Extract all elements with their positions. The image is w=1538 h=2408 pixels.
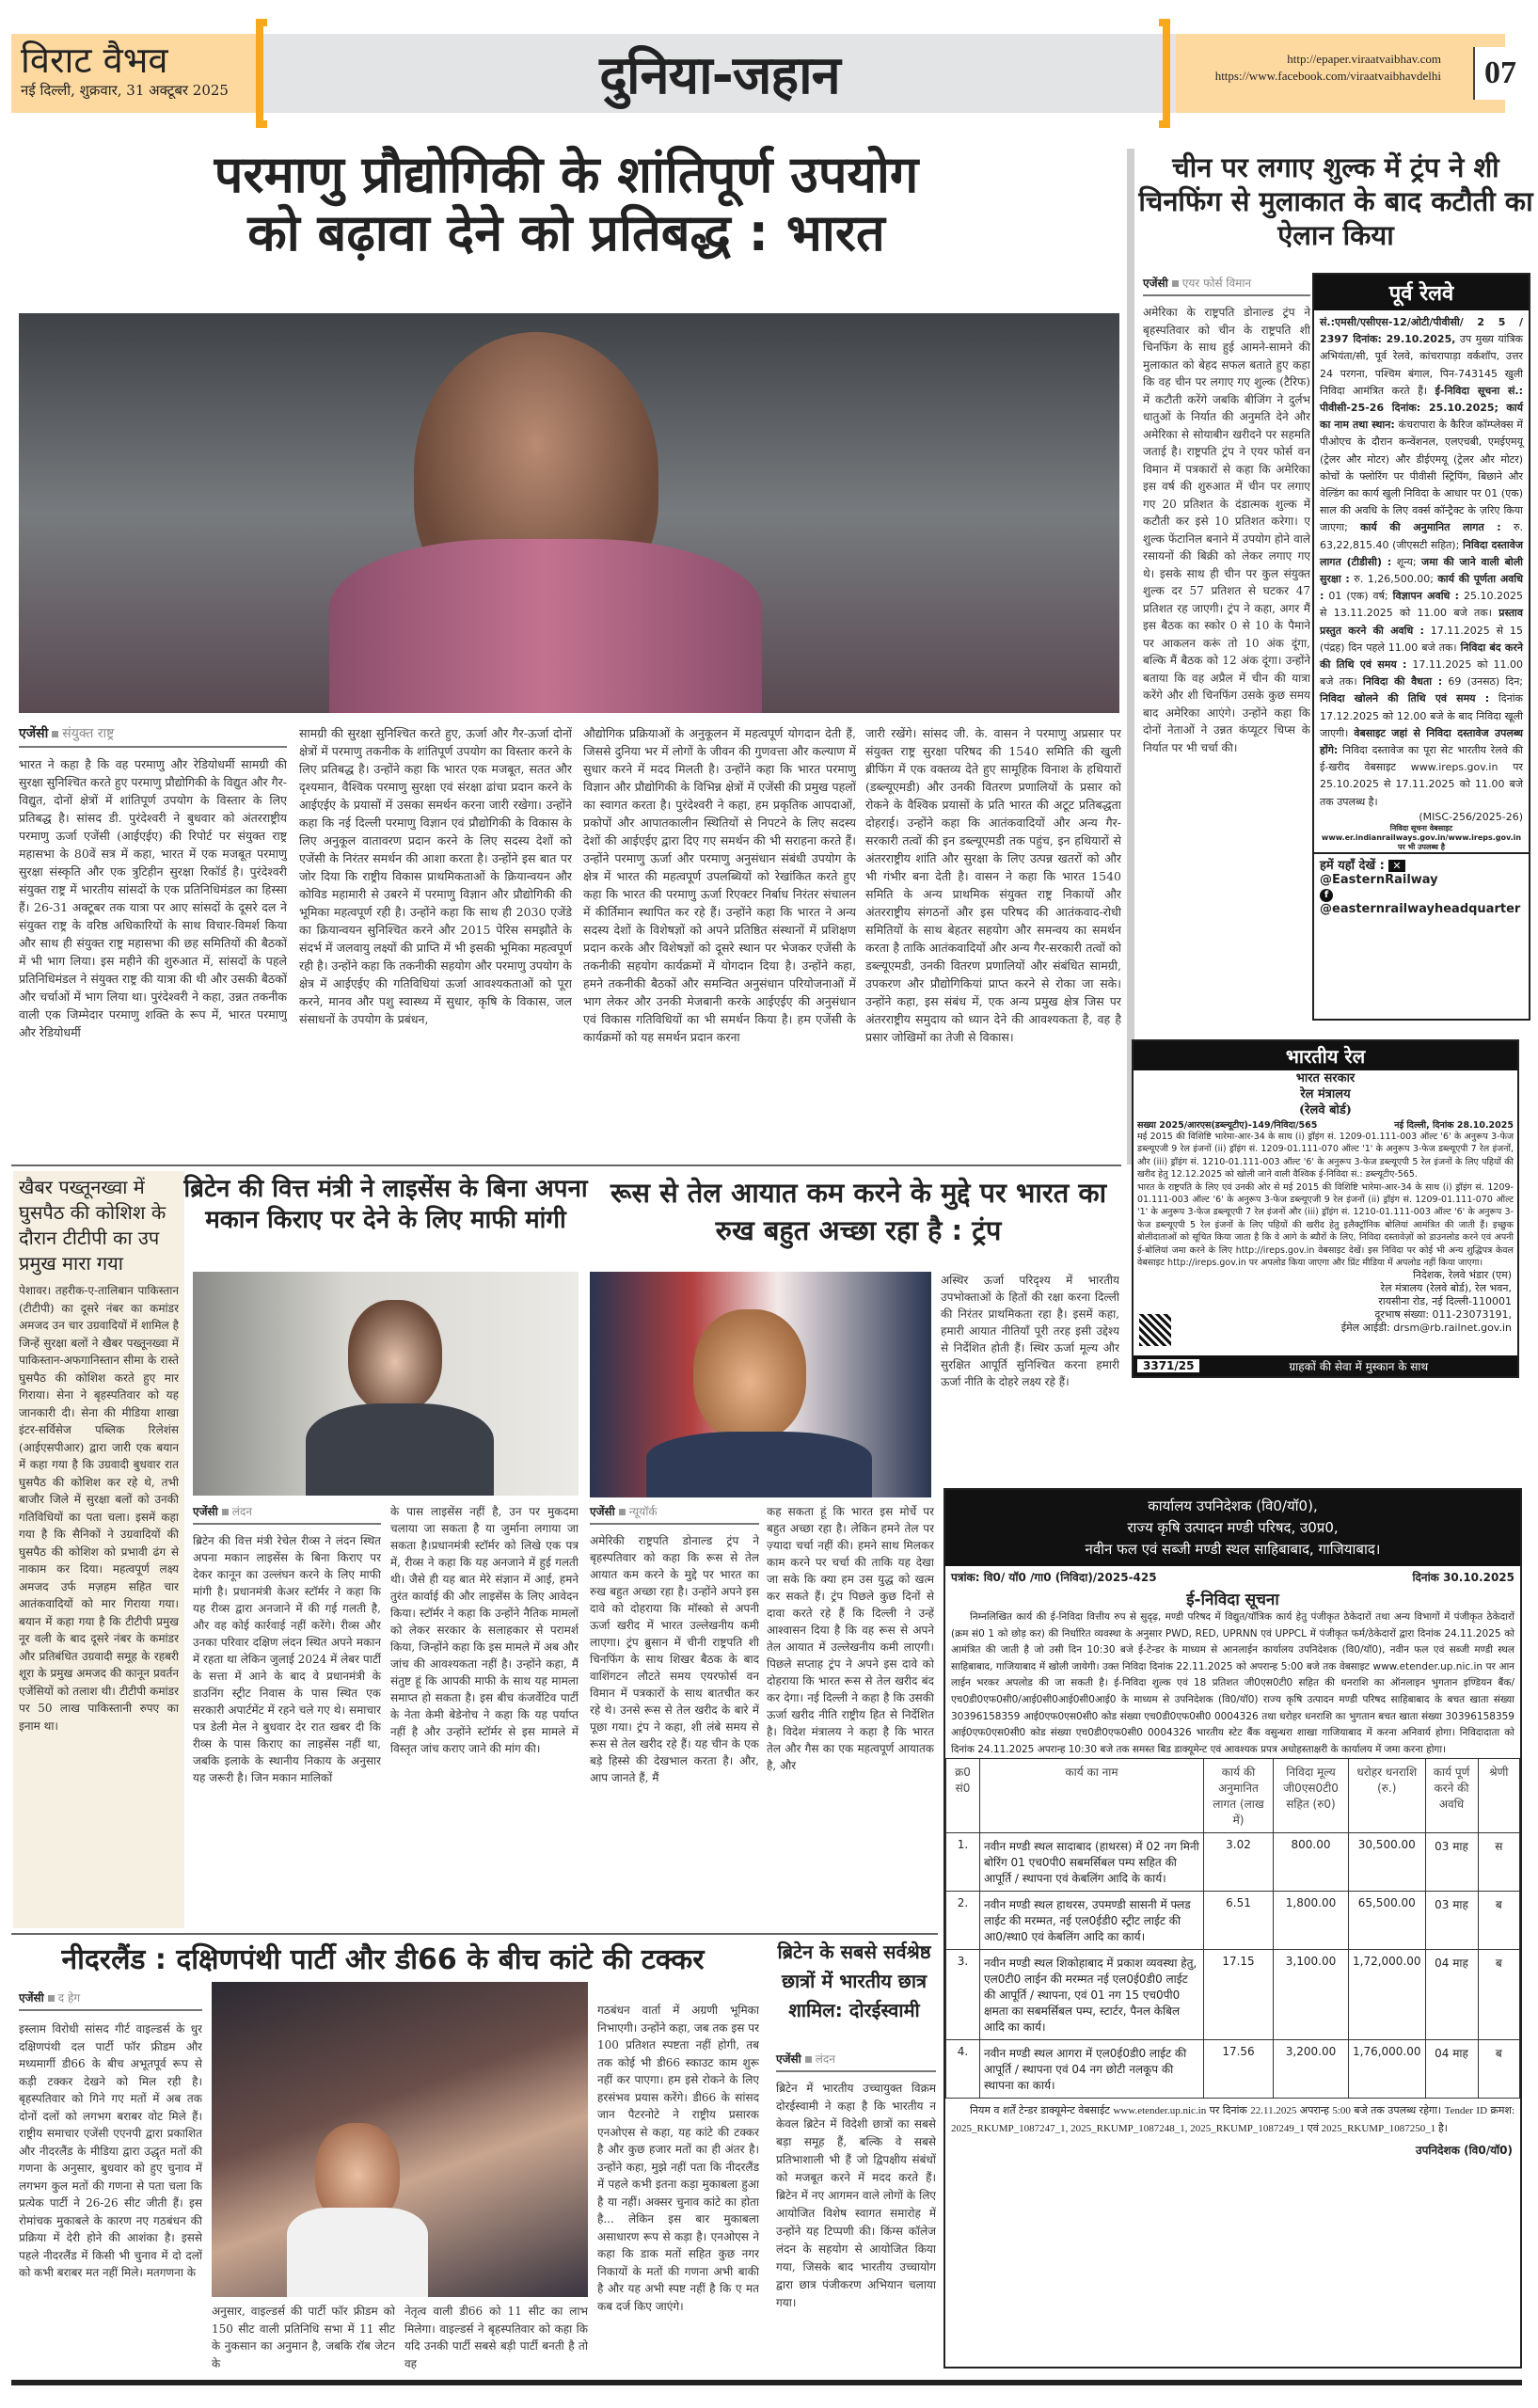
netherlands-col-1: इस्लाम विरोधी सांसद गीर्ट वाइल्डर्स के धुर दक्षिणपंथी दल पार्टी फॉर फ्रीडम और मध्यमार्गी डी66 के बीच अभूतपूर्व रूप से कड़ी टक्कर देखने को मिल रही है। बृहस्पतिवार को गिने गए मतों में अब तक दोनों दलों को लगभग बराबर वोट मिले हैं।राष्ट्रीय समाचार एजेंसी एएनपी द्वारा प्रकाशित और नीदरलैंड के मीडिया द्वारा उद्धृत मतों की गणना के अनुसार, बुधवार को हुए चुनाव में लगभग कुल मतों की गणना से पता चला कि प्रत्येक पार्टी ने 26-26 सीट जीती हैं। इस रोमांचक मुकाबले के कारण नए गठबंधन की प्रक्रिया में देरी होने की आशंका है। इससे पहले नीदरलैंड में किसी भी चुनाव में दो दलों को कभी बराबर मत नहीं मिले। मतगणना के — [19, 2022, 202, 2279]
netherlands-byline: एजेंसी द हेग — [19, 1989, 202, 2011]
page-bottom-rule — [11, 2380, 1522, 2385]
tagline: ग्राहकों की सेवा में मुस्कान के साथ — [1289, 1359, 1429, 1373]
crowd-attire — [287, 2208, 428, 2297]
facebook-link[interactable]: https://www.facebook.com/viraatvaibhavdelhi — [1214, 69, 1441, 83]
netherlands-col-2: अनुसार, वाइल्डर्स की पार्टी फॉर फ्रीडम को 150 सीट वाली प्रतिनिधि सभा में 11 सीट के नुकसान का अनुमान है, जबकि रॉब जेटन के — [212, 2305, 395, 2370]
china-tariff-headline: चीन पर लगाए शुल्क में ट्रंप ने शी चिनफिंग से मुलाकात के बाद कटौती का ऐलान किया — [1138, 151, 1533, 251]
trump-figure — [693, 1309, 806, 1441]
khyber-headline: खैबर पख्तूनख्वा में घुसपैठ की कोशिश के दौरान टीटीपी का उप प्रमुख मारा गया — [19, 1176, 166, 1275]
eastern-railway-text: सं.:एमसी/एसीएस-12/ओटी/पीवीसी/ 2 5 / 2397 दिनांक: 29.10.2025, उप मुख्य यांत्रिक अभियंता/सी, पूर्व रेलवे, कांचरापाड़ा वर्कशॉप, उत्तर 24 परगना, पश्चिम बंगाल, पिन-743145 खुली निविदा आमंत्रित करते हैं। ई-निविदा सूचना सं.: पीवीसी-25-26 दिनांक: 25.10.2025; कार्य का नाम तथा स्थान: कंचरापारा के कैरिज कॉम्प्लेक्स में पीओएच के दौरान कन्वेंशनल, एलएचबी, एमईएमयू (ट्रेलर और मोटर) और डीईएमयू (ट्रेलर और मोटर) कोचों के फ्लोरिंग पर पीवीसी स्ट्रिपिंग, बिछाने और वेल्डिंग का कार्य खुली निविदा के आधार पर 01 (एक) साल की अवधि के लिए वर्क्स कॉन्ट्रैक्ट के ज़रिए किया जाएगा; कार्य की अनुमानित लागत : रु. 63,22,815.40 (जीएसटी सहित); निविदा दस्तावेज लागत (टीडीसी) : शून्य; जमा की जाने वाली बोली सुरक्षा : रु. 1,26,500.00; कार्य की पूर्णता अवधि : 01 (एक) वर्ष; विज्ञापन अवधि : 25.10.2025 से 13.11.2025 को 11.00 बजे तक। प्रस्ताव प्रस्तुत करने की अवधि : 17.11.2025 से 15 (पंद्रह) दिन पहले 11.00 बजे तक। निविदा बंद करने की तिथि एवं समय : 17.11.2025 को 11.00 बजे तक। निविदा की वैधता : 69 (उनसठ) दिन; निविदा खोलने की तिथि एवं समय : दिनांक 17.12.2025 को 12.00 बजे के बाद निविदा खूली जाएगी। वेबसाइट जहां से निविदा दस्तावेज उपलब्ध होंगे: निविदा दस्तावेज का पूरा सेट भारतीय रेलवे की ई-खरीद वेबसाइट www.ireps.gov.in पर 25.10.2025 से 17.11.2025 को 11.00 बजे तक उपलब्ध है। — [1320, 316, 1524, 808]
mandi-signatory: उपनिदेशक (वि0/यॉ0) — [1416, 2144, 1513, 2158]
lead-headline — [11, 146, 1121, 262]
china-tariff-byline: एजेंसी एयर फोर्स विमान — [1143, 275, 1310, 296]
qr-code-icon — [1139, 1314, 1171, 1346]
uk-students-byline: एजेंसी लंदन — [776, 2051, 936, 2072]
mandi-body: निम्नलिखित कार्य की ई-निविदा वित्तीय रुप से सुदृढ़, मण्डी परिषद में विद्युत/यॉत्रिक कार्य हेतु पंजीकृत ठेकेदारों तथा अन्य विभागों में पंजीकृत ठेकेदारों (क्रम सं0 1 को छोड़ कर) की निर्धारित व्यवस्था के अनुसार PWD, RED, UPRNN एवं UPPCL में पंजीकृत फर्म/ठेकेदारों द्वारा दिनांक 24.11.2025 को आमंत्रित की जाती है जो उसी दिन 10:30 बजे ई-टेन्डर के माध्यम से आनलाईन कार्यालय उपनिदेशक (वि0/यॉ0), नवीन फल एवं सब्जी मण्डी स्थल साहिबाबाद, गाजियाबाद में खोली जायेगी। उक्त निविदा दिनांक 22.11.2025 को अपरान्ह 5:00 बजे तक वेबसाइट www.etender.up.nic.in पर आन लाईन भरकर अपलोड की जा सकती है। ई-निविदा शुल्क एवं 18 प्रतिशत जी0एस0टी0 सहित की धनराशि का ऑनलाइन भुगतान इण्डियन बैंक/एच0डी0एफ0सी0/आई0सी0आई0सी0आई0 के माध्यम से उपनिदेशक (वि0/यॉ0) राज्य कृषि उत्पादन मण्डी परिषद साहिबाबाद के बचत खाता संख्या 30396158359 आई0एफ0एस0सी0 कोड संख्या एच0डी0एफ0सी0 0004326 तथा धरोहर धनराशि का भुगतान बचत खाता संख्या 30396158359 आई0एफ0एस0सी0 कोड संख्या एच0डी0एफ0सी0 0004326 भारतीय स्टेट बैंक वसुन्धरा शाखा गाजियाबाद में करना अनिवार्य होगा। निविदादाता को दिनांक 24.11.2025 अपरान्ह 10:30 बजे तक समस्त बिड डाक्यूमेन्ट एवं आवश्यक प्रपत्र अधोहस्ताक्षरी के कार्यालय में जमा करना होगा। — [951, 1611, 1514, 1755]
lead-photo — [19, 313, 1119, 713]
russia-oil-headline: रूस से तेल आयात कम करने के मुद्दे पर भारत का रुख बहुत अच्छा रहा है : ट्रंप — [610, 1177, 1107, 1246]
section-title: दुनिया-जहान — [599, 45, 840, 106]
mandi-tender-table: क्र0 सं0 कार्य का नाम कार्य की अनुमानित लागत (लाख में) निविदा मूल्य जी0एस0टी0 सहित (रु0) धरोहर धनराशि (रु.) कार्य पूर्ण करने की अवधि श्रेणी 1. नवीन मण्डी स्थल सादाबाद (हाथरस) में 02 नग मिनी बोरिंग 01 एच0पी0 सबमर्सिबल पम्प सहित की आपूर्ति / स्थापना एवं केबलिंग आदि के कार्य। 3.02 800.00 30,500.00 03 माह स 2. नवीन मण्डी स्थल हाथरस, उपमण्डी सासनी में फ्लड लाईट की मरम्मत, नई एल0ईडी0 स्ट्रीट लाईट की आ0/स्था0 एवं केबलिंग आदि का कार्य। 6.51 1,800.00 65,500.00 03 माह ब 3. नवीन मण्डी स्थल शिकोहाबाद में प्रकाश व्यवस्था हेतु, एल0टी0 लाईन की मरम्मत नई एल0ई0डी0 लाईट की आपूर्ति / स्थापना, एवं 01 नग 15 एच0पी0 क्षमता का सबमर्सिबल पम्प, स्टार्टर, पैनल केबिल आदि का कार्य। 17.15 3,100.00 1,72,000.00 04 माह ब 4. नवीन मण्डी स्थल आगरा में एल0ई0डी0 लाईट की आपूर्ति / स्थापना एवं 04 नग छोटी नलकूप की स्थापना का कार्य। 17.56 3,200.00 1,76,000.00 04 माह ब — [945, 1758, 1520, 2099]
mandi-ref-row: पत्रांक: वि0/ यॉ0 /गा0 (निविदा)/2025-425 दिनांक 30.10.2025 — [951, 1571, 1514, 1584]
khyber-story — [13, 1171, 184, 1928]
railway-board-footer — [1134, 1355, 1517, 1376]
railway-board-signatory: निदेशक, रेलवे भंडार (एम) रेल मंत्रालय (रेलवे बोर्ड), रेल भवन, रायसीना रोड, नई दिल्ली-110001 दूरभाष संख्या: 011-23073191, ईमेल आईडी: drsm@rb.railnet.gov.in — [1340, 1269, 1512, 1335]
netherlands-headline: नीदरलैंड : दक्षिणपंथी पार्टी और डी66 के बीच कांटे की टक्कर — [61, 1943, 705, 1976]
paper-name: विराट वैभव — [21, 40, 168, 81]
lead-headline-line2: को बढ़ावा देने को प्रतिबद्ध : भारत — [247, 203, 885, 262]
row-divider-2 — [11, 1933, 938, 1935]
lead-col-4: जारी रखेंगे। सांसद जी. के. वासन ने परमाणु अप्रसार पर संयुक्त राष्ट्र सुरक्षा परिषद की 1540 समिति की खुली ब्रीफिंग में एक वक्तव्य देते हुए सामूहिक विनाश के हथियारों (डब्ल्यूएमडी) और उनकी वितरण प्रणालियों के प्रसार को रोकने के वैश्विक प्रयासों के प्रति भारत की अटूट प्रतिबद्धता दोहराई। उन्होंने कहा कि आतंकवादियों और अन्य गैर-सरकारी तत्वों की इन डब्ल्यूएमडी तक पहुंच, इन हथियारों से अंतरराष्ट्रीय शांति और सुरक्षा के लिए उत्पन्न खतरों को और भी गंभीर बना देती है। वासन ने कहा कि भारत 1540 समिति के अन्य प्राथमिक संयुक्त राष्ट्र निकायों और अंतरराष्ट्रीय संगठनों और इस परिषद की आतंकवाद-रोधी समितियों के साथ बेहतर सहयोग और समन्वय का समर्थन करता है ताकि आतंकवादियों और अन्य गैर-सरकारी तत्वों को डब्ल्यूएमडी, उनकी वितरण प्रणालियों और संबंधित सामग्री, उपकरण और प्रौद्योगिकियां प्राप्त करने से रोका जा सके। उन्होंने कहा, इस संबंध में, एक अन्य प्रमुख क्षेत्र जिस पर अंतरराष्ट्रीय समुदाय को ध्यान देने की आवश्यकता है, वह है प्रसार जोखिमों का तेजी से विकास। — [865, 726, 1121, 1044]
section-banner — [263, 34, 1176, 113]
mandi-footer: नियम व शर्तें टेन्डर डाक्यूमेन्ट वेबसाईट www.etender.up.nic.in पर दिनांक 22.11.2025 अपरान्ह 5:00 बजे तक उपलब्ध रहेगा। Tender ID क्रमश: 2025_RKUMP_1087247_1, 2025_RKUMP_1087248_1, 2025_RKUMP_1087249_1 एवं 2025_RKUMP_1087250_1 है। — [951, 2105, 1514, 2135]
table-row: 1. नवीन मण्डी स्थल सादाबाद (हाथरस) में 02 नग मिनी बोरिंग 01 एच0पी0 सबमर्सिबल पम्प सहित की आपूर्ति / स्थापना एवं केबलिंग आदि के कार्य। 3.02 800.00 30,500.00 03 माह स — [946, 1833, 1520, 1892]
railway-board-ref-row: सख्या 2025/आरएस(डब्ल्यूटीए)-149/निविदा/565 नई दिल्ली, दिनांक 28.10.2025 — [1137, 1120, 1514, 1131]
uk-finance-photo — [193, 1272, 579, 1496]
uk-finance-col-1: ब्रिटेन की वित्त मंत्री रेचेल रीव्स ने लंदन स्थित अपना मकान लाइसेंस के बिना किराए पर देकर कानून का उल्लंघन करने के लिए माफी मांगी है। प्रधानमंत्री केअर स्टॉर्मर ने कहा कि यह रीव्स द्वारा अनजाने में की गई गलती है, और वह कोई कार्रवाई नहीं करेंगे। रीव्स और उनका परिवार दक्षिण लंदन स्थित अपने मकान में रहता था लेकिन जुलाई 2024 में लेबर पार्टी के सत्ता में आने के बाद वे प्रधानमंत्री के डाउनिंग स्ट्रीट निवास के पास स्थित एक सरकारी अपार्टमेंट में रहने चले गए थे। समाचार पत्र डेली मेल ने बुधवार देर रात खबर दी कि रीव्स के पास किराए का लाइसेंस नहीं था, जबकि इलाके के स्थानीय निकाय के अनुसार यह जरूरी है। जिन मकान मालिकों — [193, 1534, 381, 1784]
trump-attire — [646, 1432, 872, 1497]
netherlands-col-4: गठबंधन वार्ता में अग्रणी भूमिका निभाएगी। उन्होंने कहा, जब तक इस पर 100 प्रतिशत स्पष्टता नहीं होगी, तब तक कोई भी डी66 स्काउट काम शुरू नहीं कर पाएगा। हम इसे रोकने के लिए हरसंभव प्रयास करेंगे। डी66 के सांसद जान पैटरनोटे ने राष्ट्रीय प्रसारक एनओएस से कहा, यह कांटे की टक्कर है और कुछ हजार मतों का ही अंतर है। उन्होंने कहा, मुझे नहीं पता कि नीदरलैंड में पहले कभी इतना कड़ा मुकाबला हुआ है या नहीं। अक्सर चुनाव कांटे का होता है... लेकिन इस बार मुकाबला असाधारण रूप से कड़ा है। एनओएस ने कहा कि डाक मतों सहित कुछ नगर निकायों के मतों की गणना अभी बाकी है और यह अभी स्पष्ट नहीं है कि ए मत कब दर्ज किए जाएंगे। — [597, 2004, 759, 2313]
masthead-links — [1176, 34, 1505, 113]
railway-board-para1: मई 2015 की विशिष्टि भारेमा-आर-34 के साथ (i) ड्रॉइंग सं. 1209-01.111-003 ऑल्ट '6' के अनुरूप 3-फेज डब्ल्यूएजी 9 रेल इंजनों (ii) ड्रॉइंग सं. 1209-01.111-070 ऑल्ट '1' के अनुरूप 3-फेज डब्ल्यूएपी 7 रेल इंजनों, और (iii) ड्रॉइंग सं. 1210-01.111-003 ऑल्ट '6' के अनुरूप 3-फेज डब्ल्यूएपी 5 रेल इंजनों के लिए पहियों की खरीद हेतु 12.12.2025 को खोली जाने वाली वैश्विक ई-निविदा सं.: डब्ल्यूटीए-565. — [1137, 1132, 1514, 1180]
row-divider — [11, 1164, 1121, 1166]
social-handles: हमें यहाँ देखें : ✕ @EasternRailway f @easternrailwayheadquarter — [1320, 858, 1521, 916]
lead-col-3: औद्योगिक प्रक्रियाओं के अनुकूलन में महत्वपूर्ण योगदान देती हैं, जिससे दुनिया भर में लोगों के जीवन की गुणवत्ता और कल्याण में सुधार करने में मदद मिलती है। उन्होंने कहा कि भारत परमाणु विज्ञान और प्रौद्योगिकी के विभिन्न क्षेत्रों में एजेंसी की प्रमुख पहलों का स्वागत करता है। पुरंदेश्वरी ने कहा, हम प्रकृतिक आपदाओं, प्रकोपों और आपातकालीन स्थितियों से निपटने के लिए सदस्य देशों की आईएईए द्वारा दिए गए समर्थन की भी सराहना करते हैं। उन्होंने परमाणु ऊर्जा और परमाणु अनुसंधान संबंधी उपयोग के क्षेत्र में भारत की महत्वपूर्ण उपलब्धियों को रेखांकित करते हुए कहा कि भारत की परमाणु ऊर्जा रिएक्टर निर्बाध निरंतर संचालन में कीर्तिमान स्थापित कर रहे हैं। उन्होंने कहा कि भारत ने अन्य सदस्य देशों के विशेषज्ञों को अपने प्रतिष्ठित संस्थानों में प्रशिक्षण प्रदान करके और विशेषज्ञों को दूसरे स्थान पर भेजकर एजेंसी के तकनीकी सहयोग कार्यक्रमों में योगदान दिया है। उन्होंने कहा, हमने तकनीकी बैठकों और समन्वित अनुसंधान परियोजनाओं में भाग लेकर और उनकी मेजबानी करके आईएईए की अनुसंधान एवं विकास गतिविधियों का भी समर्थन किया है। हम एजेंसी के कार्यक्रमों को यह समर्थन प्रदान करना — [583, 726, 856, 1044]
lead-headline-line1: परमाणु प्रौद्योगिकी के शांतिपूर्ण उपयोग — [214, 145, 919, 204]
uk-finance-headline: ब्रिटेन की वित्त मंत्री ने लाइसेंस के बिना अपना मकान किराए पर देने के लिए माफी मांगी — [183, 1175, 588, 1234]
uk-finance-byline: एजेंसी लंदन — [193, 1503, 381, 1525]
khyber-body: पेशावर। तहरीक-ए-तालिबान पाकिस्तान (टीटीपी) का दूसरे नंबर का कमांडर अमजद उन चार उग्रवादियों में शामिल है जिन्हें सुरक्षा बलों ने खैबर पख्तूनख्वा में पाकिस्तान-अफगानिस्तान सीमा के रास्ते घुसपैठ की कोशिश करते हुए मार गिराया। सेना ने बृहस्पतिवार को यह जानकारी दी। सेना की मीडिया शाखा इंटर-सर्विसेज पब्लिक रिलेशंस (आईएसपीआर) द्वारा जारी एक बयान में कहा गया है कि उग्रवादी बुधवार रात घुसपैठ की कोशिश कर रहे थे, तभी बाजौर जिले में सुरक्षा बलों को उनकी गतिविधियों का पता चला। इसमें कहा गया है कि सैनिकों ने उग्रवादियों की घुसपैठ की कोशिश को प्रभावी ढंग से नाकाम कर दिया। महत्वपूर्ण लक्ष्य अमजद उर्फ मज़हम सहित चार आतंकवादियों को मार गिराया गया। बयान में कहा गया है कि टीटीपी प्रमुख नूर वली के बाद दूसरे नंबर के कमांडर और प्रतिबंधित उग्रवादी समूह के रहबरी शूरा के प्रमुख अमजद की कानून प्रवर्तन एजेंसियों को तलाश थी। टीटीपी कमांडर पर 50 लाख पाकिस्तानी रुपए का इनाम था। — [19, 1284, 179, 1733]
railway-board-para2: भारत के राष्ट्रपति के लिए एवं उनकी ओर से मई 2015 की विशिष्टि भारेमा-आर-34 के साथ (i) ड्रॉइंग सं. 1209-01.111-003 ऑल्ट '6' के अनुरूप 3-फेज डब्ल्यूएजी 9 रेल इंजनों (ii) ड्रॉइंग सं. 1209-01.111-070 ऑल्ट '1' के अनुरूप 3-फेज डब्ल्यूएपी 7 रेल इंजनों और (iii) ड्रॉइंग सं. 1210-01.111-003 ऑल्ट '6' के अनुरूप 3-फेज डब्ल्यूएपी 5 रेल इंजनों के लिए पहियों की खरीद हेतु इलैक्ट्रॉनिक बोलियां आमंत्रित की जाती हैं। इच्छुक बोलीदाताओं को सूचित किया जाता है कि वे आगे के ब्यौरों के लिए, निविदा दस्तावेज़ों को डाउनलोड करने एवं अपनी ई-बोलियां जमा करने के लिए http://ireps.gov.in वेबसाइट देखें। इस निविदा पर कोई भी अन्य शुद्धिपत्र केवल वेबसाइट http://ireps.gov.in पर अपलोड किया जाएगा और प्रिंट मीडिया में अपलोड नहीं किया जाएगा। — [1137, 1181, 1514, 1269]
mandi-tender-ad — [943, 1488, 1522, 2368]
russia-oil-col-1: अमेरिकी राष्ट्रपति डोनाल्ड ट्रंप ने बृहस्पतिवार को कहा कि रूस से तेल आयात कम करने के मुद्दे पर भारत का रुख बहुत अच्छा रहा है। उन्होंने अपने इस दावे को दोहराया कि मॉस्को से अपनी ऊर्जा खरीद में भारत उल्लेखनीय कमी लाएगा। ट्रंप ब्रुसान में चीनी राष्ट्रपति शी चिनफिंग के साथ शिखर बैठक के बाद वाशिंगटन लौटते समय एयरफोर्स वन विमान में पत्रकारों के साथ बातचीत कर रहे थे। उनसे रूस से तेल खरीद के बारे में पूछा गया। ट्रंप ने कहा, शी लंबे समय से रूस से तेल खरीद रहे हैं। यह चीन के एक बड़े हिस्से की देखभाल करता है। और, आप जानते हैं, मैं — [590, 1534, 759, 1784]
facebook-icon: f — [1320, 889, 1333, 902]
x-icon: ✕ — [1388, 860, 1404, 872]
table-row: 2. नवीन मण्डी स्थल हाथरस, उपमण्डी सासनी में फ्लड लाईट की मरम्मत, नई एल0ईडी0 स्ट्रीट लाईट की आ0/स्था0 एवं केबलिंग आदि का कार्य। 6.51 1,800.00 65,500.00 03 माह ब — [946, 1892, 1520, 1950]
speaker-attire — [329, 539, 762, 713]
minister-figure — [348, 1300, 442, 1413]
russia-oil-byline: एजेंसी न्यूयॉर्क — [590, 1503, 759, 1525]
netherlands-col-3: नेतृत्व वाली डी66 को 11 सीट का लाभ मिलेगा। वाइल्डर्स ने बृहस्पतिवार को कहा कि यदि उनकी पार्टी सबसे बड़ी पार्टी बनती है तो वह — [404, 2305, 588, 2370]
mandi-title: ई-निविदा सूचना — [1186, 1591, 1279, 1609]
table-row: 4. नवीन मण्डी स्थल आगरा में एल0ई0डी0 लाईट की आपूर्ति / स्थापना एवं 04 नग छोटी नलकूप की स्थापना का कार्य। 17.56 3,200.00 1,76,000.00 04 माह ब — [946, 2040, 1520, 2099]
eastern-railway-footnote: निविदा सूचना वेबसाइट www.er.indianrailways.gov.in/www.ireps.gov.in पर भी उपलब्ध है — [1314, 823, 1529, 854]
uk-students-headline: ब्रिटेन के सबसे सर्वश्रेष्ठ छात्रों में भारतीय छात्र शामिल: दोरईस्वामी — [777, 1941, 931, 2021]
misc-code: (MISC-256/2025-26) — [1419, 810, 1523, 823]
railway-board-ad — [1132, 1039, 1519, 1378]
lead-col-1: भारत ने कहा है कि वह परमाणु और रेडियोधर्मी सामग्री की सुरक्षा सुनिश्चित करते हुए परमाणु प्रौद्योगिकी के विद्युत और गैर-विद्युत, दोनों क्षेत्रों में शांतिपूर्ण उपयोग के विस्तार के लिए प्रतिबद्ध है। सांसद डी. पुरंदेश्वरी ने बुधवार को अंतरराष्ट्रीय परमाणु ऊर्जा एजेंसी (आईएईए) की रिपोर्ट पर संयुक्त राष्ट्र महासभा के 80वें सत्र में कहा, भारत में एक मजबूत परमाणु सुरक्षा संस्कृति और एक त्रुटिहीन सुरक्षा रिकॉर्ड है। पुरंदेश्वरी संयुक्त राष्ट्र में भारतीय सांसदों के एक प्रतिनिधिमंडल का हिस्सा हैं। 26-31 अक्टूबर तक यात्रा पर आए सांसदों के दूसरे दल ने संयुक्त राष्ट्र के वरिष्ठ अधिकारियों के साथ विचार-विमर्श किया और साथ ही संयुक्त राष्ट्र महासभा की छह समितियों की बैठकों में भी भाग लिया। इस महीने की शुरुआत में, सांसदों के पहले प्रतिनिधिमंडल ने संयुक्त राष्ट्र की यात्रा की थी और उसकी बैठकों और चर्चाओं में भाग लिया था। पुरंदेश्वरी ने कहा, उन्नत तकनीक वाली एक जिम्मेदार परमाणु शक्ति के रूप में, भारत परमाणु और रेडियोधर्मी — [19, 757, 287, 1039]
uk-finance-col-2: के पास लाइसेंस नहीं है, उन पर मुकदमा चलाया जा सकता है या जुर्माना लगाया जा सकता है।प्रधानमंत्री स्टॉर्मर को लिखे एक पत्र में, रीव्स ने कहा कि यह अनजाने में हुई गलती थी। जैसे ही यह बात मेरे संज्ञान में आई, हमने तुरंत कार्वाई की और लाइसेंस के लिए आवेदन किया। स्टॉर्मर ने कहा कि उन्होंने नैतिक मामलों को लेकर सरकार के सलाहकार से परामर्श किया, जिन्होंने कहा कि इस मामले में अब और जांच की आवश्यकता नहीं है। उन्होंने कहा, मैं संतुष्ट हूं कि आपकी माफी के साथ यह मामला समाप्त हो सकता है। इस बीच कंजर्वेटिव पार्टी के नेता केमी बेडेनोच ने कहा कि यह पर्याप्त नहीं है और उन्होंने स्टॉर्मर से इस मामले में विस्तृत जांच कराए जाने की मांग की। — [390, 1505, 579, 1755]
dateline: नई दिल्ली, शुक्रवार, 31 अक्टूबर 2025 — [21, 82, 229, 99]
bracket-right-decoration — [1159, 19, 1170, 128]
railway-board-subheader: भारत सरकार रेल मंत्रालय (रेलवे बोर्ड) — [1295, 1071, 1356, 1117]
netherlands-photo — [212, 1982, 588, 2297]
fb-handle[interactable]: @easternrailwayheadquarter — [1320, 901, 1521, 916]
uk-students-body: ब्रिटेन में भारतीय उच्चायुक्त विक्रम दोरईस्वामी ने कहा है कि भारतीय न केवल ब्रिटेन में विदेशी छात्रों का सबसे बड़ा समूह हैं, बल्कि वे सबसे प्रतिभाशाली भी हैं जो द्विपक्षीय संबंधों को मजबूत करने में मदद करते हैं। ब्रिटेन में नए आगमन वाले लोगों के लिए आयोजित विशेष स्वागत समारोह में उन्होंने यह टिप्पणी की। किंग्स कॉलेज लंदन के सहयोग से आयोजित किया गया, जिसके बाद भारतीय उच्चायोग द्वारा छात्र पंजीकरण अभियान चलाया गया। — [776, 2082, 936, 2309]
lead-col-2: सामग्री की सुरक्षा सुनिश्चित करते हुए, ऊर्जा और गैर-ऊर्जा दोनों क्षेत्रों में परमाणु तकनीक के शांतिपूर्ण उपयोग का विस्तार करने के लिए प्रतिबद्ध है। उन्होंने कहा कि भारत एक मजबूत, सतत और दृश्यमान, वैश्विक परमाणु सुरक्षा एवं संरक्षा ढांचा प्रदान करने के आईएईए के प्रयासों में उसका समर्थन करना जारी रखेगा। उन्होंने कहा कि नई दिल्ली परमाणु विज्ञान एवं प्रौद्योगिकी के विकास के लिए अनुकूल वातावरण प्रदान करने के लिए सदस्य देशों को एजेंसी के निरंतर समर्थन की आशा करता है। उन्होंने इस बात पर जोर दिया कि राष्ट्रीय विकास प्राथमिकताओं के क्रियान्वयन और कोविड महामारी से उबरने में परमाणु विज्ञान और प्रौद्योगिकी की भूमिका महत्वपूर्ण रही है। उन्होंने कहा कि साथ ही 2030 एजेंडे का क्रियान्वयन सुनिश्चित करने और 2015 पेरिस समझौते के संदर्भ में जलवायु लक्ष्यों की प्राप्ति में भी इसकी भूमिका महत्वपूर्ण रही है। उन्होंने कहा कि तकनीकी सहयोग और परमाणु उपयोग के क्षेत्र में आईएईए की गतिविधियां ऊर्जा आवश्यकताओं को पूरा करने, मानव और पशु स्वास्थ्य में सुधार, कृषि के विकास, जल संसाधनों के उपयोग के प्रबंधन, — [299, 726, 572, 1026]
china-tariff-body: अमेरिका के राष्ट्रपति डोनाल्ड ट्रंप ने बृहस्पतिवार को चीन के राष्ट्रपति शी चिनफिंग के साथ हुई आमने-सामने की मुलाकात को बेहद सफल बताते हुए कहा कि वह चीन पर लगाए गए शुल्क (टैरिफ) में कटौती करेंगे जबकि बीजिंग ने दुर्लभ धातुओं के निर्यात की अनुमति देने और अमेरिका से सोयाबीन खरीदने पर सहमति जताई है। राष्ट्रपति ट्रंप ने एयर फोर्स वन विमान में पत्रकारों से कहा कि अमेरिका इस वर्ष की शुरुआत में चीन पर लगाए गए 20 प्रतिशत के दंडात्मक शुल्क में कटौती कर इसे 10 प्रतिशत करेगा। ए शुल्क फेंटानिल बनाने में उपयोग होने वाले रसायनों की बिक्री को लेकर लगाए गए थे। इसके साथ ही चीन पर कुल संयुक्त शुल्क दर 57 प्रतिशत से घटकर 47 प्रतिशत रह जाएगी। ट्रंप ने कहा, अगर मैं इस बैठक का स्कोर 0 से 10 के पैमाने पर आकलन करूं तो 10 अंक दूंगा, बल्कि मैं बैठक को 12 अंक दूंगा। उन्होंने बताया कि वह अप्रैल में चीन की यात्रा करेंगे और शी चिनफिंग उसके कुछ समय बाद अमेरिका आएंगे। उन्होंने कहा कि दोनों नेताओं ने उन्नत कंप्यूटर चिप्स के निर्यात पर भी चर्चा की। — [1143, 306, 1310, 754]
lead-byline: एजेंसी संयुक्त राष्ट्र — [19, 724, 287, 748]
ad-code: 3371/25 — [1137, 1359, 1199, 1372]
page-number: 07 — [1473, 47, 1526, 100]
minister-attire — [306, 1403, 494, 1496]
russia-oil-photo — [590, 1272, 931, 1497]
mandi-tender-header: कार्यालय उपनिदेशक (वि0/यॉ0), राज्य कृषि उत्पादन मण्डी परिषद, उ0प्र0, नवीन फल एवं सब्जी मण्डी स्थल साहिबाबाद, गाजियाबाद। — [945, 1490, 1520, 1566]
russia-oil-side-text: अस्थिर ऊर्जा परिदृश्य में भारतीय उपभोक्ताओं के हितों की रक्षा करना दिल्ली की निरंतर प्राथमिकता रहा है। इसमें कहा, हमारी आयात नीतियाँ पूरी तरह इसी उद्देश्य से निर्देशित होती हैं। स्थिर ऊर्जा मूल्य और सुरक्षित आपूर्ति सुनिश्चित करना हमारी ऊर्जा नीति के दोहरे लक्ष्य रहे हैं। — [941, 1274, 1119, 1388]
eastern-railway-header: पूर्व रेलवे — [1314, 275, 1529, 310]
epaper-link[interactable]: http://epaper.viraatvaibhav.com — [1287, 52, 1441, 66]
eastern-railway-ad — [1312, 273, 1530, 1021]
russia-oil-col-2: कह सकता हूं कि भारत इस मोर्चे पर बहुत अच्छा रहा है। लेकिन हमने तेल पर ज़्यादा चर्चा नहीं की। हमने साथ मिलकर काम करने पर चर्चा की ताकि यह देखा जा सके कि क्या हम उस युद्ध को खत्म कर सकते हैं। ट्रंप पिछले कुछ दिनों से दावा करते रहे हैं कि दिल्ली ने उन्हें आश्वासन दिया है कि वह रूस से अपने तेल आयात में उल्लेखनीय कमी लाएगी। पिछले सप्ताह ट्रंप ने अपने इस दावे को दोहराया कि भारत रूस से तेल खरीद बंद कर देगा। नई दिल्ली ने कहा है कि उसकी ऊर्जा खरीद नीति राष्ट्रीय हित से निर्देशित है। विदेश मंत्रालय ने कहा है कि भारत तेल और गैस का एक महत्वपूर्ण आयातक है, और — [767, 1505, 934, 1772]
table-row: 3. नवीन मण्डी स्थल शिकोहाबाद में प्रकाश व्यवस्था हेतु, एल0टी0 लाईन की मरम्मत नई एल0ई0डी0 लाईट की आपूर्ति / स्थापना, एवं 01 नग 15 एच0पी0 क्षमता का सबमर्सिबल पम्प, स्टार्टर, पैनल केबिल आदि का कार्य। 17.15 3,100.00 1,72,000.00 04 माह ब — [946, 1950, 1520, 2040]
x-handle[interactable]: @EasternRailway — [1320, 872, 1438, 887]
masthead-brand — [11, 34, 256, 113]
railway-board-header: भारतीय रेल — [1134, 1041, 1517, 1070]
column-divider — [1127, 149, 1134, 1164]
